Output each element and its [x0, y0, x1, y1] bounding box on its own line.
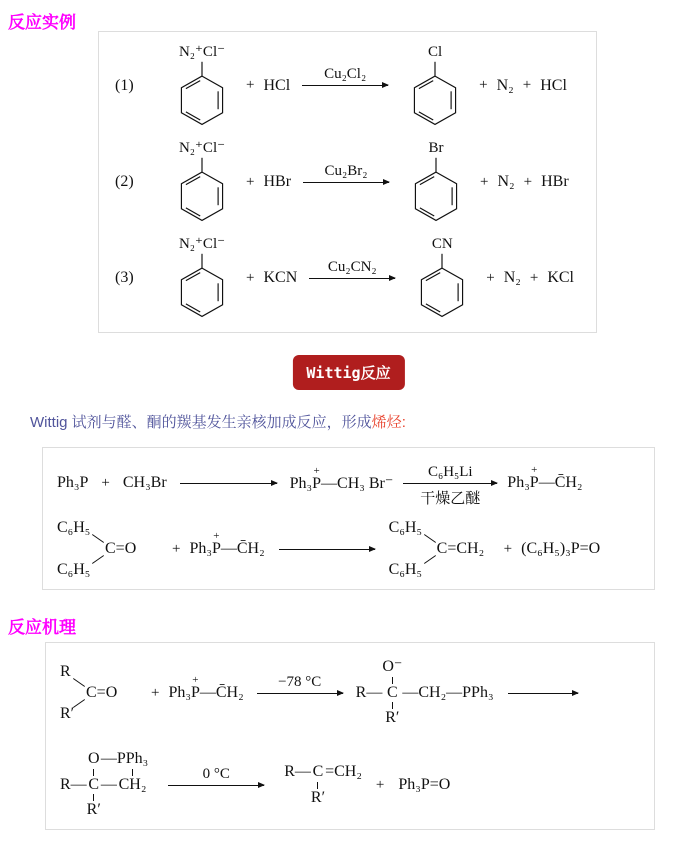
- oxygen-label: O: [87, 750, 100, 768]
- plus-sign: +: [480, 173, 489, 190]
- carbonyl-group: C=O: [86, 684, 118, 701]
- plus-sign: +: [523, 173, 533, 190]
- mechanism-line-1: [60, 653, 578, 733]
- byproduct-formula: KCl: [547, 269, 574, 287]
- reaction-arrow: [257, 673, 343, 694]
- reaction-number: (3): [115, 269, 134, 287]
- mechanism-line-2: [60, 743, 450, 827]
- substituent-label: R—: [284, 763, 311, 781]
- formula-part: P: [529, 474, 539, 491]
- substituent-label: R′: [310, 788, 326, 806]
- reaction-arrow: [279, 549, 375, 550]
- formula-part: Ph₃: [507, 474, 530, 491]
- ylide-formula: [507, 464, 583, 492]
- alkene-product-structure: [284, 763, 362, 807]
- bond-icon: [424, 555, 436, 564]
- formula-part: P: [190, 684, 200, 701]
- phosphonium-salt-formula: [289, 465, 394, 493]
- diazonium-structure: [167, 236, 237, 321]
- section-title-mechanism: 反应机理: [8, 618, 76, 637]
- bond-icon: [92, 555, 104, 564]
- benzene-ring-icon: [175, 252, 229, 320]
- formula-part: —C̄H₂: [220, 540, 265, 557]
- arrow-line-icon: [180, 483, 277, 484]
- formula-part: Ph₃: [189, 540, 212, 557]
- wittig-reactions-panel: [42, 447, 655, 590]
- betaine-structure: [356, 658, 494, 727]
- ylide-formula: [168, 674, 244, 702]
- temperature-label: 0 °C: [202, 765, 230, 782]
- reaction-row-1: [99, 44, 596, 129]
- plus-sign: +: [172, 540, 181, 557]
- substituent-label: R′: [60, 705, 75, 722]
- catalyst-label: Cu₂Br₂: [324, 162, 368, 179]
- plus-sign: +: [522, 77, 532, 94]
- description-text: Wittig 试剂与醛、酮的羰基发生亲核加成反应，形成: [30, 414, 372, 431]
- formula-part: —CH₃ Br⁻: [321, 475, 394, 492]
- gas-formula: N₂: [496, 76, 514, 94]
- charged-atom: [529, 464, 539, 492]
- reactant-formula: Ph₃P: [57, 474, 89, 491]
- arrow-line-icon: [403, 483, 497, 484]
- plus-sign: +: [529, 269, 539, 286]
- reaction-arrow: [302, 66, 388, 86]
- diazonium-structure: [167, 44, 237, 129]
- diphenyl-alkene-structure: [389, 519, 495, 579]
- solvent-below-arrow: 干燥乙醚: [420, 490, 481, 507]
- formula-part: —C̄H₂: [538, 474, 583, 491]
- arrow-line-icon: [302, 85, 388, 86]
- charged-atom: [190, 674, 200, 702]
- plus-sign: +: [151, 684, 160, 701]
- arrow-line-icon: [279, 549, 375, 550]
- alkene-group: C=CH₂: [436, 540, 485, 557]
- bond-label: —: [100, 775, 117, 793]
- substituent-label: Cl: [428, 43, 443, 60]
- product-structure: [407, 236, 477, 321]
- charged-atom: [211, 530, 221, 558]
- substituent-label: R′: [86, 801, 101, 819]
- plus-sign: +: [503, 540, 513, 557]
- bond-icon: [73, 678, 85, 687]
- reagent-formula: KCN: [263, 269, 298, 287]
- substituent-label: Br: [428, 139, 444, 156]
- catalyst-label: Cu₂CN₂: [327, 258, 377, 275]
- substituent-label: C₆H₅: [57, 561, 91, 578]
- reaction-row-2: [99, 140, 596, 225]
- substituent-label: C₆H₅: [57, 519, 91, 536]
- formula-part: —C̄H₂: [199, 684, 244, 701]
- bond-icon: [92, 534, 104, 543]
- substituent-label: N₂⁺Cl⁻: [178, 139, 226, 156]
- formula-part: Ph₃: [289, 475, 313, 492]
- bond-icon: [392, 702, 393, 709]
- formula-part: P: [312, 475, 322, 492]
- description-colon: :: [401, 414, 406, 431]
- substituent-label: R′: [385, 709, 400, 727]
- arrow-line-icon: [303, 182, 389, 183]
- product-structure: [400, 44, 470, 129]
- bond-label: —: [100, 750, 117, 768]
- phosphine-oxide-formula: Ph₃P=O: [398, 776, 451, 793]
- product-structure: [401, 140, 471, 225]
- plus-sign: +: [479, 77, 488, 94]
- reaction-arrow: [403, 463, 497, 507]
- plus-charge: +: [313, 465, 320, 477]
- substituent-label: C₆H₅: [388, 519, 423, 536]
- benzene-ring-icon: [408, 60, 462, 128]
- wittig-line-1: [57, 463, 583, 507]
- ketone-structure: [60, 663, 142, 723]
- mechanism-panel: [45, 642, 655, 830]
- substituent-label: C₆H₅: [388, 561, 423, 578]
- reaction-arrow: [180, 483, 277, 484]
- plus-sign: +: [246, 269, 255, 286]
- plus-sign: +: [246, 77, 255, 94]
- arrow-line-icon: [257, 693, 343, 694]
- wittig-line-2: [57, 518, 600, 580]
- charged-atom: [312, 465, 322, 493]
- reaction-arrow: [309, 258, 395, 279]
- reaction-examples-panel: [98, 31, 597, 333]
- methylene-label: =CH₂: [325, 763, 362, 781]
- methylene-label: CH₂: [118, 775, 147, 793]
- reaction-arrow: [303, 162, 389, 183]
- reaction-number: (2): [115, 173, 134, 190]
- diphenyl-ketone-structure: [57, 519, 163, 579]
- benzene-ring-icon: [175, 60, 229, 128]
- plus-sign: +: [246, 173, 255, 190]
- byproduct-formula: HCl: [540, 76, 567, 94]
- section-title-examples: 反应实例: [8, 13, 76, 32]
- arrow-line-icon: [508, 693, 578, 694]
- substituent-label: R—: [60, 775, 87, 793]
- bond-icon: [392, 677, 393, 684]
- formula-part: Ph₃: [168, 684, 191, 701]
- benzene-ring-icon: [409, 156, 463, 224]
- gas-formula: N₂: [497, 173, 515, 190]
- plus-sign: +: [375, 776, 385, 793]
- plus-charge: +: [531, 464, 538, 476]
- phosphine-label: PPh₃: [116, 750, 149, 768]
- substituent-label: N₂⁺Cl⁻: [178, 235, 226, 252]
- bond-icon: [93, 794, 94, 801]
- arrow-line-icon: [168, 785, 264, 786]
- phosphine-oxide-formula: (C₆H₅)₃P=O: [521, 540, 601, 557]
- substituent-label: R: [60, 663, 71, 680]
- substituent-label: R—: [355, 683, 383, 701]
- byproduct-formula: HBr: [541, 173, 569, 190]
- reaction-number: (1): [115, 76, 134, 94]
- bond-icon: [317, 782, 318, 789]
- diazonium-structure: [167, 140, 237, 225]
- plus-charge: +: [213, 530, 220, 542]
- benzene-ring-icon: [175, 156, 229, 224]
- wittig-reaction-button[interactable]: Wittig反应: [292, 355, 404, 390]
- benzene-ring-icon: [415, 252, 469, 320]
- carbonyl-group: C=O: [105, 540, 137, 557]
- reaction-arrow: [508, 693, 578, 694]
- reagent-formula: HCl: [263, 76, 291, 94]
- phosphonium-chain: —CH₂—PPh₃: [402, 683, 494, 701]
- central-carbon: C: [88, 775, 100, 793]
- oxide-anion-label: O⁻: [382, 658, 403, 676]
- temperature-label: −78 °C: [278, 673, 322, 690]
- plus-sign: +: [101, 474, 110, 491]
- reagent-above-arrow: C₆H₅Li: [427, 463, 473, 480]
- bond-icon: [132, 769, 133, 776]
- bond-icon: [73, 699, 85, 708]
- reagent-formula: HBr: [263, 173, 292, 190]
- central-carbon: C: [387, 683, 398, 701]
- catalyst-label: Cu₂Cl₂: [324, 66, 367, 83]
- reaction-arrow: [168, 765, 264, 786]
- reactant-formula: CH₃Br: [122, 474, 167, 491]
- oxaphosphetane-structure: [60, 750, 148, 819]
- formula-part: P: [211, 540, 221, 557]
- highlight-text: 烯烃: [371, 414, 402, 431]
- ylide-formula: [189, 530, 265, 558]
- central-carbon: C: [312, 763, 324, 781]
- reaction-row-3: [99, 236, 596, 321]
- wittig-description: [30, 411, 406, 432]
- substituent-label: N₂⁺Cl⁻: [178, 43, 226, 60]
- substituent-label: CN: [431, 235, 453, 252]
- gas-formula: N₂: [503, 269, 521, 287]
- bond-icon: [424, 534, 436, 543]
- plus-charge: +: [192, 674, 199, 686]
- arrow-line-icon: [309, 278, 395, 279]
- plus-sign: +: [486, 269, 495, 286]
- bond-icon: [93, 769, 94, 776]
